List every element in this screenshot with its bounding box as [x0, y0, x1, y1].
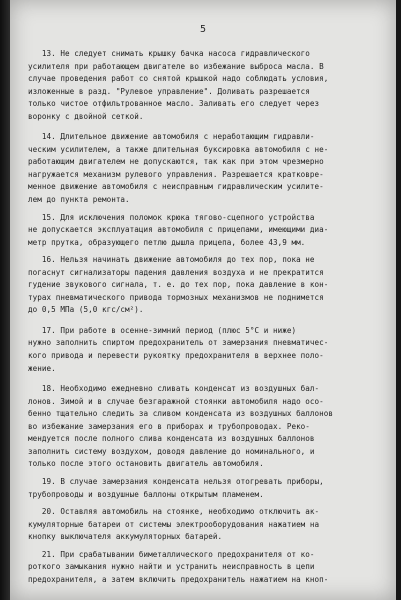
text-line: во избежание замерзания его в приборах и трубопроводах. Реко-	[28, 421, 310, 431]
text-line: заполнить систему воздухом, доводя давление до номинального, и	[28, 446, 315, 456]
text-line: 21. При срабатывании биметаллического предохранителя от ко-	[28, 549, 315, 559]
scan-right-edge	[396, 0, 401, 600]
text-line: усилителя при работающем двигателе во избежание выброса масла. В	[28, 61, 324, 71]
text-line: только чистое отфильтрованное масло. Заливать его следует через	[28, 99, 320, 109]
text-line: 15. Для исключения поломок крюка тягово-сцепного устройства	[28, 212, 315, 222]
text-line: работающим двигателем не допускаются, так как при этом чрезмерно	[28, 157, 324, 167]
text-line: кого привода и перевести рукоятку предохранителя в верхнее поло-	[28, 351, 324, 361]
paragraph-21	[28, 549, 383, 587]
paragraph-19	[28, 476, 383, 501]
document-page	[10, 0, 396, 600]
text-line: трубопроводы и воздушные баллоны открытым пламенем.	[28, 489, 264, 499]
text-line: 17. При работе в осенне-зимний период (плюс 5°С и ниже)	[28, 325, 297, 335]
paragraph-14	[28, 131, 383, 206]
paragraph-13	[28, 48, 383, 123]
text-line: 18. Необходимо ежедневно сливать конденсат из воздушных бал-	[28, 384, 320, 394]
text-line: роткого замыкания нужно найти и устранить неисправность в цепи	[28, 562, 315, 572]
text-line: кнопку выключателя аккумуляторных батарей.	[28, 532, 223, 542]
text-line: 16. Нельзя начинать движение автомобиля до тех пор, пока не	[28, 255, 315, 265]
text-line: изложенные в разд. "Рулевое управление". Доливать разрешается	[28, 86, 310, 96]
text-line: лонов. Зимой и в случае безгаражной стоянки автомобиля надо осо-	[28, 396, 324, 406]
text-line: воронку с двойной сеткой.	[28, 111, 144, 121]
text-line: менное движение автомобиля с неисправным гидравлическим усилите-	[28, 182, 324, 192]
paragraph-20	[28, 506, 383, 544]
text-line: лем до пункта ремонта.	[28, 195, 130, 205]
text-line: бенно тщательно следить за сливом конденсата из воздушных баллонов	[28, 409, 334, 419]
text-line: нужно заполнить спиртом предохранитель от замерзания пневматичес-	[28, 338, 329, 348]
text-line: турах пневматического привода тормозных механизмов не поднимется	[28, 292, 324, 302]
scan-left-edge	[0, 0, 10, 600]
text-line: нагружается механизм рулевого управления. Разрешается кратковре-	[28, 169, 324, 179]
text-line: погаснут сигнализаторы падения давления воздуха и не прекратится	[28, 267, 324, 277]
paragraph-15	[28, 212, 383, 250]
text-line: ческим усилителем, а также длительная буксировка автомобиля с не-	[28, 144, 329, 154]
text-line: кумуляторные батареи от системы электрооборудования нажатием на	[28, 519, 320, 529]
paragraph-16	[28, 254, 383, 317]
text-line: 13. Не следует снимать крышку бачка насоса гидравлического	[28, 49, 310, 58]
text-line: 14. Длительное движение автомобиля с неработающим гидравли-	[28, 132, 315, 142]
text-line: не допускается эксплуатация автомобиля с прицепами, имеющими диа-	[28, 225, 329, 235]
page-number: 5	[199, 24, 207, 35]
document-body	[28, 48, 383, 586]
text-line: до 0,5 МПа (5,0 кгс/см²).	[28, 305, 144, 315]
text-line: метр прутка, образующего петлю дышла прицепа, более 43,9 мм.	[28, 237, 306, 247]
text-line: гудение звукового сигнала, т. е. до тех пор, пока давление в кон-	[28, 280, 329, 290]
text-line: жение.	[28, 363, 56, 373]
text-line: 20. Оставляя автомобиль на стоянке, необходимо отключить ак-	[28, 507, 320, 517]
paragraph-17	[28, 325, 383, 375]
text-line: только после этого остановить двигатель автомобиля.	[28, 459, 264, 469]
paragraph-18	[28, 383, 383, 471]
text-line: мендуется после полного слива конденсата из воздушных баллонов	[28, 434, 315, 444]
text-line: предохранителя, а затем включить предохранитель нажатием на кноп-	[28, 574, 329, 584]
text-line: случае проведения работ со снятой крышкой надо соблюдать условия,	[28, 74, 329, 84]
text-line: 19. В случае замерзания конденсата нельзя отогревать приборы,	[28, 476, 324, 486]
